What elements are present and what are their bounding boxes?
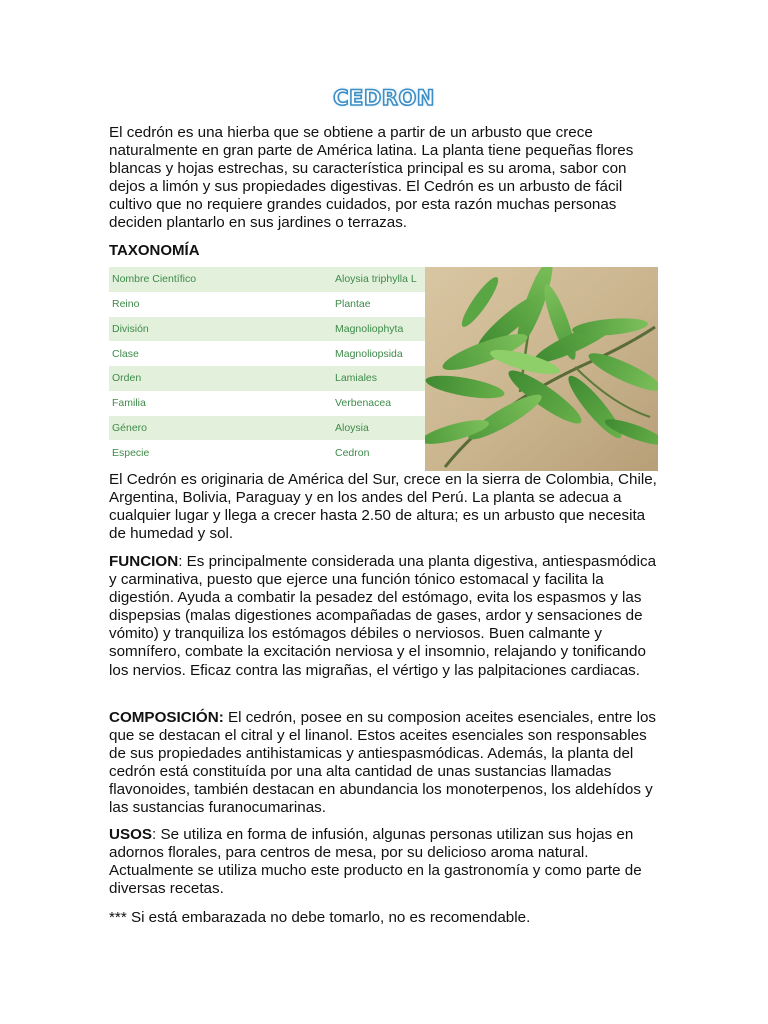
taxonomy-label: Clase — [112, 347, 139, 360]
composicion-label: COMPOSICIÓN: — [109, 709, 224, 726]
taxonomy-value: Magnoliopsida — [335, 347, 403, 360]
usos-label: USOS — [109, 826, 153, 843]
usos-text: : Se utiliza en forma de infusión, algunas personas utilizan sus hojas en adornos florales, para centros de mesa, por su delicioso aroma natural. Actualmente se utiliza mucho este producto en la gastronomía y como parte de diversas recetas. — [109, 826, 642, 898]
taxonomy-value: Cedron — [335, 446, 370, 459]
table-row — [109, 440, 425, 465]
taxonomy-label: Nombre Científico — [109, 267, 332, 292]
table-row — [109, 341, 425, 366]
table-row — [109, 391, 425, 416]
taxonomy-label: Especie — [112, 446, 150, 459]
taxonomy-value: Magnoliophyta — [332, 317, 425, 342]
taxonomy-heading: TAXONOMÍA — [109, 242, 200, 259]
taxonomy-table — [109, 267, 425, 465]
taxonomy-value: Verbenacea — [335, 397, 392, 410]
taxonomy-value: Aloysia — [332, 416, 425, 441]
table-row — [109, 267, 425, 292]
taxonomy-value: Plantae — [335, 298, 371, 311]
table-row — [109, 416, 425, 441]
taxonomy-value: Lamiales — [332, 366, 425, 391]
origin-paragraph: El Cedrón es originaria de América del Sur, crece en la sierra de Colombia, Chile, Argentina, Bolivia, Paraguay y en los andes del Perú. La planta se adecua a cualquier lugar y llega a crecer hasta 2.50 de altura; es un arbusto que necesita de humedad y sol. — [109, 471, 657, 543]
table-row — [109, 366, 425, 391]
intro-paragraph: El cedrón es una hierba que se obtiene a partir de un arbusto que crece naturalmente en gran parte de América latina. La planta tiene pequeñas flores blancas y hojas estrechas, su característica principal es su aroma, sabor con dejos a limón y sus propiedades digestivas. El Cedrón es un arbusto de fácil cultivo que no requiere grandes cuidados, por esta razón muchas personas deciden plantarlo en sus jardines o terrazas. — [109, 124, 634, 232]
taxonomy-label: División — [109, 317, 332, 342]
funcion-text: : Es principalmente considerada una planta digestiva, antiespasmódica y carminativa, puesto que ejerce una función tónico estomacal y facilita la digestión. Ayuda a combatir la pesadez del estómago, evita los espasmos y las dispepsias (malas digestiones acompañadas de gases, ardor y sensaciones de vómito) y tranquiliza los estómagos débiles o nerviosos. Buen calmante y somnífero, combate la excitación nerviosa y el insomnio, relajando y tonificando los nervios. Eficaz contra las migrañas, el vértigo y las palpitaciones cardiacas. — [109, 553, 657, 679]
taxonomy-label: Orden — [109, 366, 332, 391]
taxonomy-value: Aloysia triphylla L — [332, 267, 425, 292]
composicion-text: El cedrón, posee en su composion aceites esenciales, entre los que se destacan el citral y el linanol. Estos aceites esenciales son responsables de sus propiedades antihistamicas y antiespasmódicas. Además, la planta del cedrón está constituída por una alta cantidad de unas sustancias llamadas flavonoides, también destacan en abundancia los monoterpenos, los aldehídos y las sustancias furanocumarinas. — [109, 709, 657, 817]
cedron-plant-photo — [425, 267, 658, 471]
page-title: CEDRON — [333, 86, 435, 110]
warning-note: *** Si está embarazada no debe tomarlo, no es recomendable. — [109, 909, 531, 926]
taxonomy-label: Reino — [112, 298, 140, 311]
usos-paragraph — [109, 826, 661, 898]
funcion-label: FUNCION — [109, 553, 179, 570]
funcion-paragraph — [109, 553, 661, 680]
table-row — [109, 292, 425, 317]
taxonomy-label: Familia — [112, 397, 146, 410]
composicion-paragraph — [109, 709, 661, 818]
table-row — [109, 317, 425, 342]
taxonomy-label: Género — [109, 416, 332, 441]
